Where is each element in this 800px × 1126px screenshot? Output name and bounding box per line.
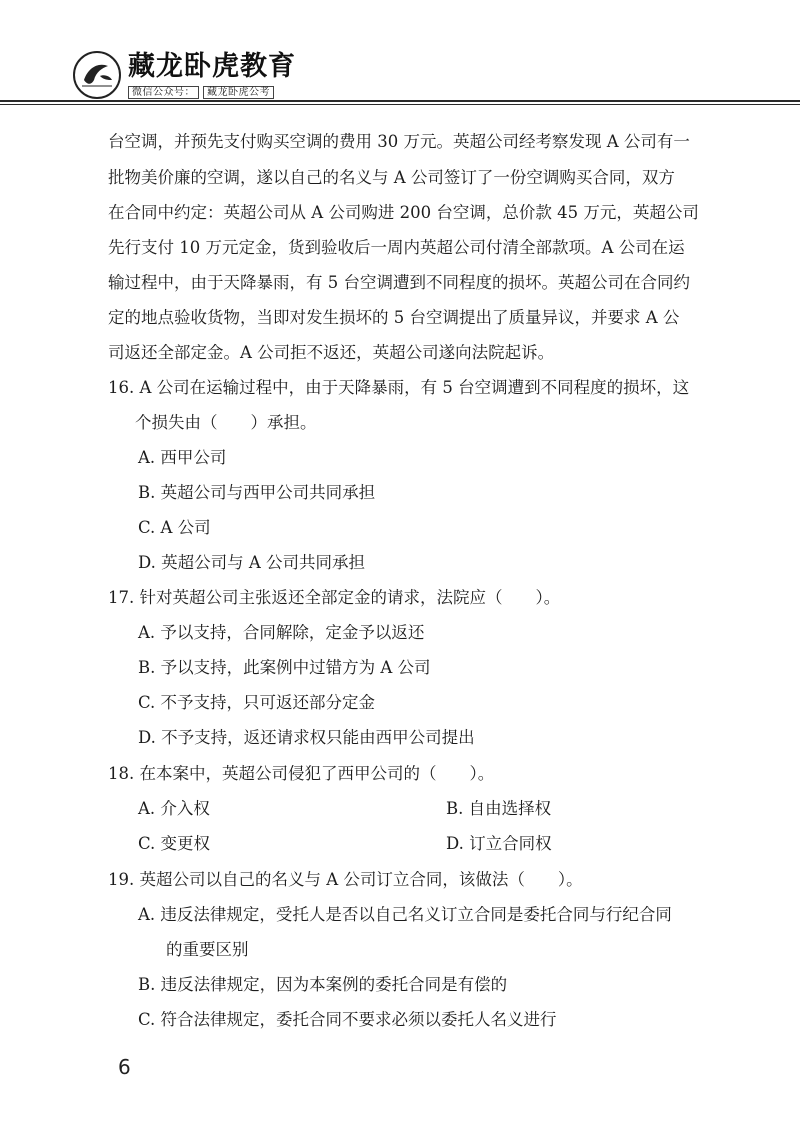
question-18-option-a: A. 介入权 (138, 799, 210, 818)
question-17-option-c: C. 不予支持，只可返还部分定金 (138, 693, 376, 712)
question-18-option-c: C. 变更权 (138, 834, 211, 853)
brand-title: 藏龙卧虎教育 (128, 51, 296, 82)
page-header (0, 0, 800, 110)
brand-logo-icon (72, 50, 122, 100)
question-19-option-c: C. 符合法律规定，委托合同不要求必须以委托人名义进行 (138, 1010, 557, 1029)
header-divider-thin (0, 104, 800, 105)
passage-line: 在合同中约定：英超公司从 A 公司购进 200 台空调，总价款 45 万元，英超公司 (108, 203, 699, 222)
brand-sub-label-2: 藏龙卧虎公考 (203, 86, 274, 99)
question-18-option-d: D. 订立合同权 (446, 834, 552, 853)
question-16-option-d: D. 英超公司与 A 公司共同承担 (138, 553, 366, 572)
question-19-option-a: A. 违反法律规定，受托人是否以自己名义订立合同是委托合同与行纪合同 (138, 905, 672, 924)
question-17-option-a: A. 予以支持，合同解除，定金予以返还 (138, 623, 425, 642)
page-number: 6 (118, 1055, 131, 1079)
question-17-stem: 17. 针对英超公司主张返还全部定金的请求，法院应（ ）。 (108, 588, 561, 607)
header-divider (0, 100, 800, 102)
passage-line: 输过程中，由于天降暴雨，有 5 台空调遭到不同程度的损坏。英超公司在合同约 (108, 273, 690, 292)
brand-subtitle (128, 83, 278, 98)
question-16-stem-cont: 个损失由（ ）承担。 (135, 413, 317, 432)
question-16-option-a: A. 西甲公司 (138, 448, 227, 467)
question-16-option-b: B. 英超公司与西甲公司共同承担 (138, 483, 376, 502)
brand-sub-label-1: 微信公众号： (128, 86, 199, 99)
question-16-option-c: C. A 公司 (138, 518, 211, 537)
question-18-stem: 18. 在本案中，英超公司侵犯了西甲公司的（ ）。 (108, 764, 495, 783)
question-16-stem: 16. A 公司在运输过程中，由于天降暴雨，有 5 台空调遭到不同程度的损坏，这 (108, 378, 690, 397)
passage-line: 台空调，并预先支付购买空调的费用 30 万元。英超公司经考察发现 A 公司有一 (108, 132, 690, 151)
passage-line: 司返还全部定金。A 公司拒不返还，英超公司遂向法院起诉。 (108, 343, 555, 362)
question-18-option-b: B. 自由选择权 (446, 799, 552, 818)
question-19-option-b: B. 违反法律规定，因为本案例的委托合同是有偿的 (138, 975, 508, 994)
question-19-stem: 19. 英超公司以自己的名义与 A 公司订立合同，该做法（ ）。 (108, 870, 583, 889)
question-17-option-b: B. 予以支持，此案例中过错方为 A 公司 (138, 658, 431, 677)
question-19-option-a-cont: 的重要区别 (166, 940, 249, 959)
question-17-option-d: D. 不予支持，返还请求权只能由西甲公司提出 (138, 728, 475, 747)
passage-line: 定的地点验收货物，当即对发生损坏的 5 台空调提出了质量异议，并要求 A 公 (108, 308, 680, 327)
passage-line: 批物美价廉的空调，遂以自己的名义与 A 公司签订了一份空调购买合同，双方 (108, 168, 675, 187)
passage-line: 先行支付 10 万元定金，货到验收后一周内英超公司付清全部款项。A 公司在运 (108, 238, 685, 257)
